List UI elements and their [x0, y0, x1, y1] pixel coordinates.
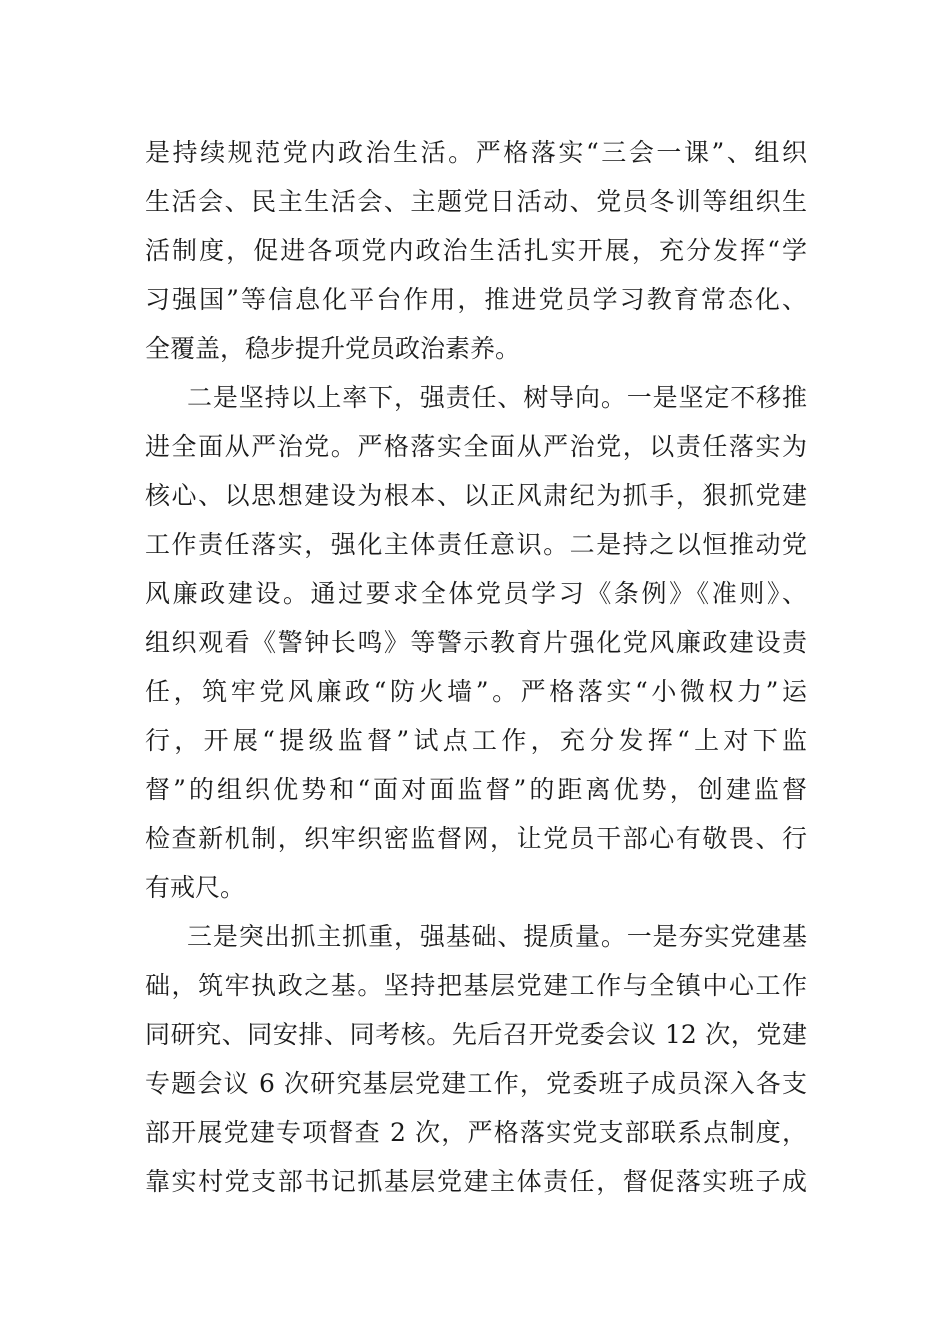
text-line: 靠实村党支部书记抓基层党建主体责任，督促落实班子成: [145, 1167, 807, 1196]
text-line: 进全面从严治党。严格落实全面从严治党，以责任落实为: [145, 432, 807, 461]
text-line: 督”的组织优势和“面对面监督”的距离优势，创建监督: [145, 775, 807, 804]
text-line: 是持续规范党内政治生活。严格落实“三会一课”、组织: [145, 138, 807, 167]
text-line: 生活会、民主生活会、主题党日活动、党员冬训等组织生: [145, 187, 807, 216]
text-line: 部开展党建专项督查 2 次，严格落实党支部联系点制度，: [145, 1118, 807, 1147]
text-line: 组织观看《警钟长鸣》等警示教育片强化党风廉政建设责: [145, 628, 807, 657]
text-line: 三是突出抓主抓重，强基础、提质量。一是夯实党建基: [187, 922, 807, 951]
paragraph-1: [145, 128, 807, 373]
text-line: 础，筑牢执政之基。坚持把基层党建工作与全镇中心工作: [145, 971, 807, 1000]
text-line: 任，筑牢党风廉政“防火墙”。严格落实“小微权力”运: [145, 677, 807, 706]
paragraph-2: [145, 373, 807, 912]
text-line: 风廉政建设。通过要求全体党员学习《条例》《准则》、: [145, 579, 807, 608]
text-line: 同研究、同安排、同考核。先后召开党委会议 12 次，党建: [145, 1020, 807, 1049]
text-line: 检查新机制，织牢织密监督网，让党员干部心有敬畏、行: [145, 824, 807, 853]
text-line: 习强国”等信息化平台作用，推进党员学习教育常态化、: [145, 285, 807, 314]
text-line: 行，开展“提级监督”试点工作，充分发挥“上对下监: [145, 726, 807, 755]
text-line: 工作责任落实，强化主体责任意识。二是持之以恒推动党: [145, 530, 807, 559]
paragraph-3: [145, 912, 807, 1206]
text-line: 全覆盖，稳步提升党员政治素养。: [145, 334, 521, 363]
text-line: 活制度，促进各项党内政治生活扎实开展，充分发挥“学: [145, 236, 807, 265]
text-line: 二是坚持以上率下，强责任、树导向。一是坚定不移推: [187, 383, 807, 412]
text-line: 核心、以思想建设为根本、以正风肃纪为抓手，狠抓党建: [145, 481, 807, 510]
body-text: [145, 128, 807, 1206]
text-line: 专题会议 6 次研究基层党建工作，党委班子成员深入各支: [145, 1069, 807, 1098]
text-line: 有戒尺。: [145, 873, 246, 902]
